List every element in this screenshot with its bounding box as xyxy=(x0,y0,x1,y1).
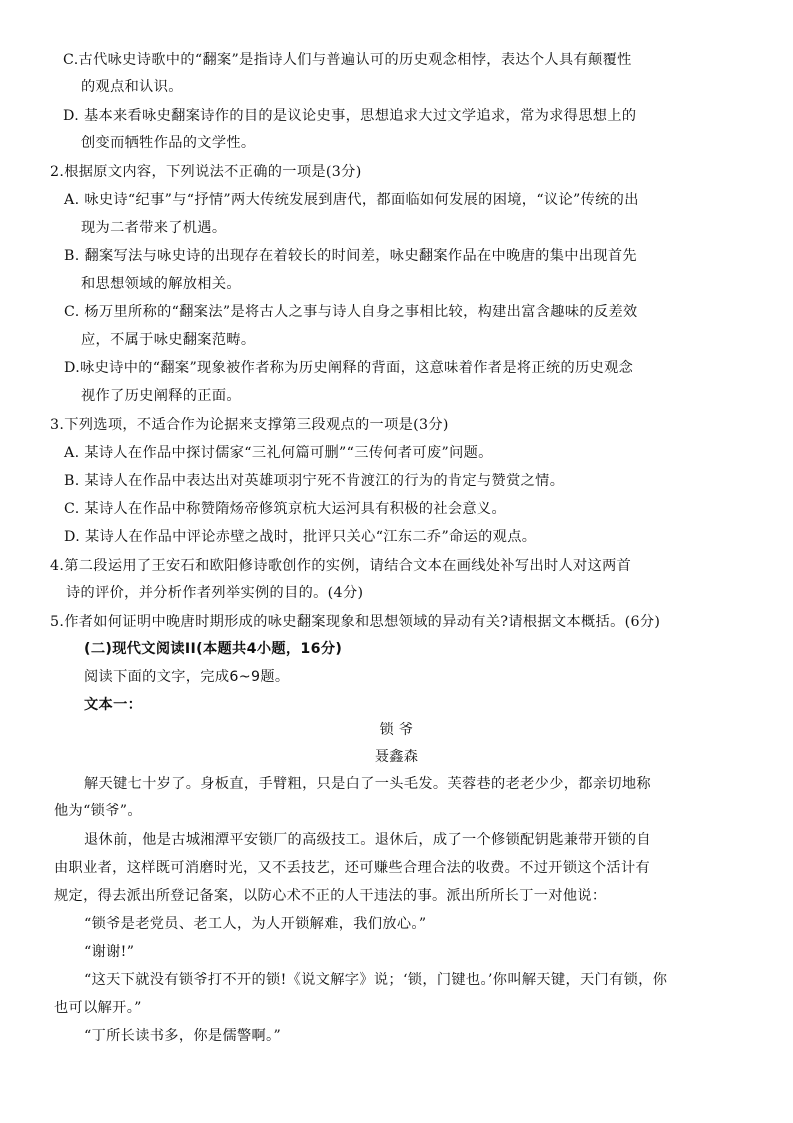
q2-option-c-line-1: C. 杨万里所称的“翻案法”是将古人之事与诗人自身之事相比较，构建出富含趣味的反差效 xyxy=(64,304,638,320)
option-c-line-1: C.古代咏史诗歌中的“翻案”是指诗人们与普遍认可的历史观念相悖，表达个人具有颠覆性 xyxy=(63,52,632,68)
q2-option-d-line-1: D.咏史诗中的“翻案”现象被作者称为历史阐释的背面，这意味着作者是将正统的历史观念 xyxy=(64,360,634,376)
q2-option-c-line-2: 应，不属于咏史翻案范畴。 xyxy=(81,332,256,348)
paragraph-1-line-2: 他为“锁爷”。 xyxy=(54,803,142,819)
paragraph-2-line-2: 由职业者，这样既可消磨时光，又不丢技艺，还可赚些合理合法的收费。不过开锁这个活计有 xyxy=(54,860,651,876)
option-d-line-2: 创变而牺牲作品的文学性。 xyxy=(81,135,256,151)
q3-option-a: A. 某诗人在作品中探讨儒家“三礼何篇可删”“三传何者可废”问题。 xyxy=(64,445,493,461)
text-one-label: 文本一： xyxy=(84,697,143,713)
question-4-line-2: 诗的评价，并分析作者列举实例的目的。(4分) xyxy=(66,585,364,601)
q2-option-b-line-1: B. 翻案写法与咏史诗的出现存在着较长的时间差，咏史翻案作品在中晚唐的集中出现首先 xyxy=(64,248,637,264)
q2-option-a-line-2: 现为二者带来了机遇。 xyxy=(81,220,227,236)
q2-option-d-line-2: 视作了历史阐释的正面。 xyxy=(81,388,241,404)
question-4-line-1: 4.第二段运用了王安石和欧阳修诗歌创作的实例，请结合文本在画线处补写出时人对这两首 xyxy=(50,558,632,574)
question-2-stem: 2.根据原文内容，下列说法不正确的一项是(3分) xyxy=(50,164,362,180)
paragraph-2-line-3: 规定，得去派出所登记备案，以防心术不正的人干违法的事。派出所所长丁一对他说： xyxy=(54,888,607,904)
paragraph-5-line-1: “这天下就没有锁爷打不开的锁!《说文解字》说；‘锁，门键也。’你叫解天键，天门有锁，你 xyxy=(84,972,668,988)
question-3-stem: 3.下列选项，不适合作为论据来支撑第三段观点的一项是(3分) xyxy=(50,417,449,433)
story-title: 锁 爷 xyxy=(379,722,414,738)
q3-option-d: D. 某诗人在作品中评论赤壁之战时，批评只关心“江东二乔”命运的观点。 xyxy=(64,529,537,545)
story-author: 聂鑫森 xyxy=(374,749,419,765)
paragraph-1-line-1: 解天键七十岁了。身板直，手臂粗，只是白了一头毛发。芙蓉巷的老老少少，都亲切地称 xyxy=(84,776,651,792)
option-c-line-2: 的观点和认识。 xyxy=(81,79,183,95)
section-heading: (二)现代文阅读II(本题共4小题，16分) xyxy=(84,641,343,657)
paragraph-6: “丁所长读书多，你是儒警啊。” xyxy=(84,1028,282,1044)
option-d-line-1: D. 基本来看咏史翻案诗作的目的是议论史事，思想追求大过文学追求，常为求得思想上的 xyxy=(63,108,637,124)
paragraph-4: “谢谢!” xyxy=(84,944,135,960)
paragraph-5-line-2: 也可以解开。” xyxy=(54,1000,142,1016)
q3-option-c: C. 某诗人在作品中称赞隋炀帝修筑京杭大运河具有积极的社会意义。 xyxy=(64,501,507,517)
question-5: 5.作者如何证明中晚唐时期形成的咏史翻案现象和思想领域的异动有关?请根据文本概括。(6分) xyxy=(50,614,661,630)
q2-option-b-line-2: 和思想领域的解放相关。 xyxy=(81,276,241,292)
q2-option-a-line-1: A. 咏史诗“纪事”与“抒情”两大传统发展到唐代，都面临如何发展的困境，“议论”传统的出 xyxy=(64,192,639,208)
paragraph-3: “锁爷是老党员、老工人，为人开锁解难，我们放心。” xyxy=(84,916,427,932)
paragraph-2-line-1: 退休前，他是古城湘潭平安锁厂的高级技工。退休后，成了一个修锁配钥匙兼带开锁的自 xyxy=(84,832,651,848)
q3-option-b: B. 某诗人在作品中表达出对英雄项羽宁死不肯渡江的行为的肯定与赞赏之情。 xyxy=(64,473,565,489)
reading-instruction: 阅读下面的文字，完成6~9题。 xyxy=(84,669,290,685)
